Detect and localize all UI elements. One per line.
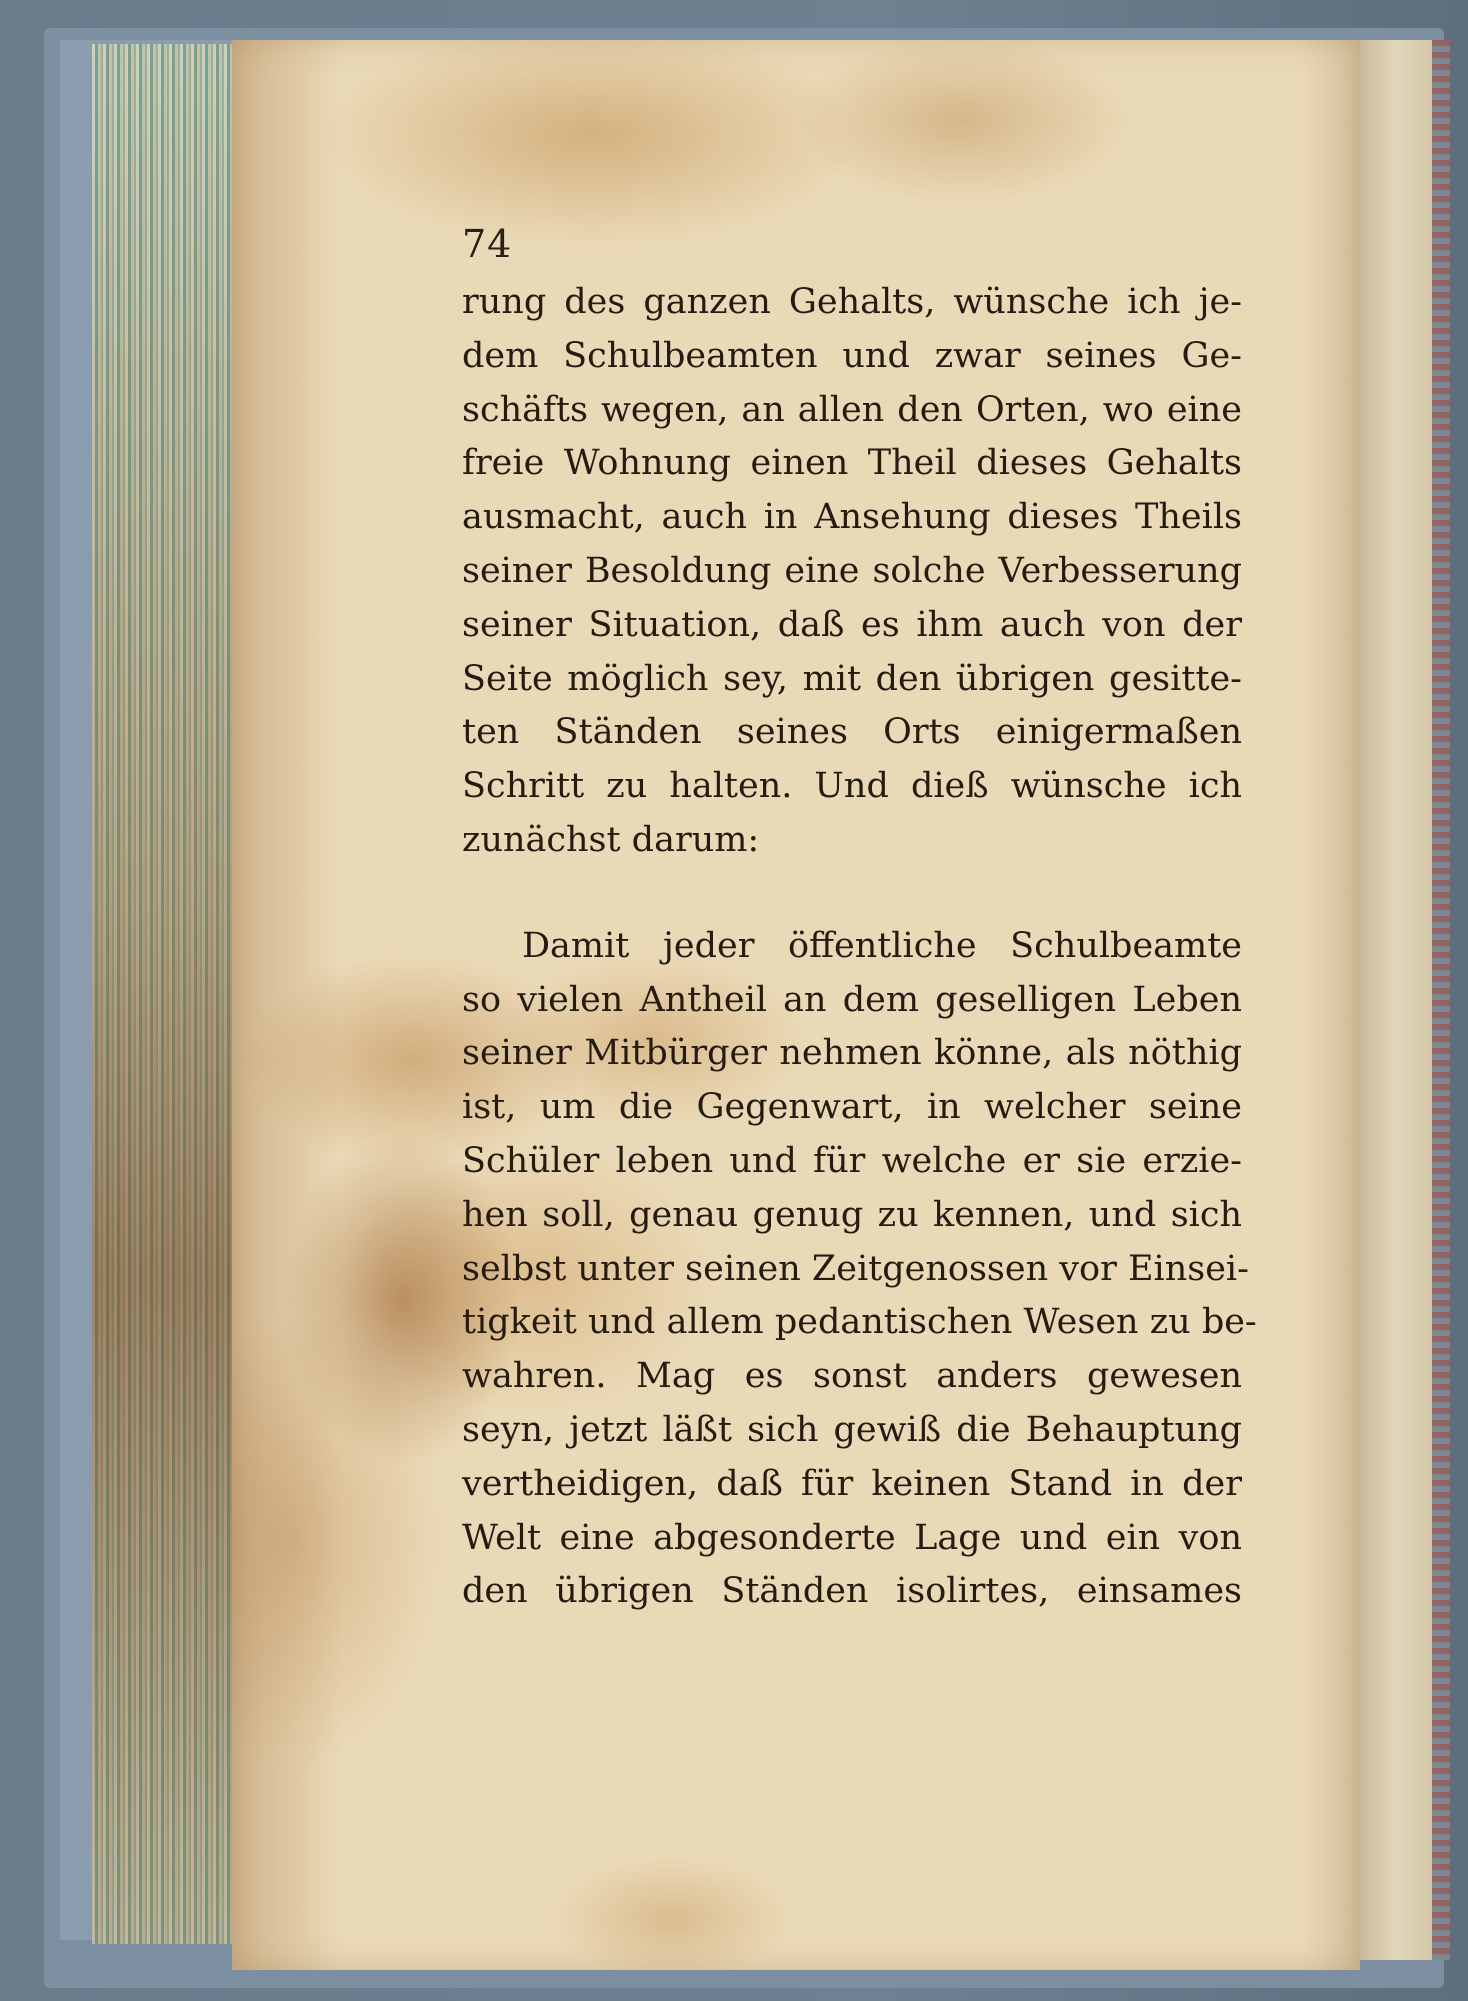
text-line: seiner Mitbürger nehmen könne, als nöthig	[462, 1033, 1242, 1074]
text-line: seyn, jetzt läßt sich gewiß die Behauptung	[462, 1409, 1242, 1450]
text-line: Damit jeder öffentliche Schulbeamte	[522, 925, 1242, 966]
book-page	[232, 40, 1360, 1970]
text-line: so vielen Antheil an dem geselligen Leben	[462, 979, 1242, 1020]
text-line: zunächst darum:	[462, 819, 760, 860]
text-line: Welt eine abgesonderte Lage und ein von	[462, 1517, 1242, 1558]
text-line: freie Wohnung einen Theil dieses Gehalts	[462, 443, 1242, 484]
text-line: ten Ständen seines Orts einigermaßen	[462, 712, 1242, 753]
text-line: ist, um die Gegenwart, in welcher seine	[462, 1087, 1242, 1128]
facing-page-edge	[1360, 40, 1450, 1960]
text-line: rung des ganzen Gehalts, wünsche ich je-	[462, 282, 1242, 322]
text-line: vertheidigen, daß für keinen Stand in der	[462, 1463, 1242, 1504]
text-line: Schüler leben und für welche er sie erzie-	[462, 1140, 1242, 1181]
text-line: hen soll, genau genug zu kennen, und sich	[462, 1194, 1242, 1235]
text-line: den übrigen Ständen isolirtes, einsames	[462, 1571, 1242, 1612]
text-line: seiner Situation, daß es ihm auch von der	[462, 604, 1242, 645]
text-line: ausmacht, auch in Ansehung dieses Theils	[462, 497, 1242, 538]
headband-edge	[1432, 40, 1450, 1960]
text-line: dem Schulbeamten und zwar seines Ge-	[462, 335, 1242, 376]
paragraph-2	[462, 920, 1257, 1619]
page-text	[462, 276, 1257, 1619]
page-number: 74	[462, 222, 513, 266]
text-line: wahren. Mag es sonst anders gewesen	[462, 1356, 1242, 1397]
paragraph-1	[462, 276, 1242, 868]
text-line: Schritt zu halten. Und dieß wünsche ich	[462, 766, 1242, 807]
paragraph-gap	[462, 868, 1242, 920]
text-line: seiner Besoldung eine solche Verbesserung	[462, 550, 1242, 591]
text-line: tigkeit und allem pedantischen Wesen zu be-	[462, 1302, 1257, 1343]
text-line: schäfts wegen, an allen den Orten, wo eine	[462, 389, 1242, 430]
text-line: selbst unter seinen Zeitgenossen vor Einsei-	[462, 1248, 1249, 1289]
text-line: Seite möglich sey, mit den übrigen gesitte-	[462, 658, 1242, 699]
page-stack-edges	[92, 44, 242, 1944]
